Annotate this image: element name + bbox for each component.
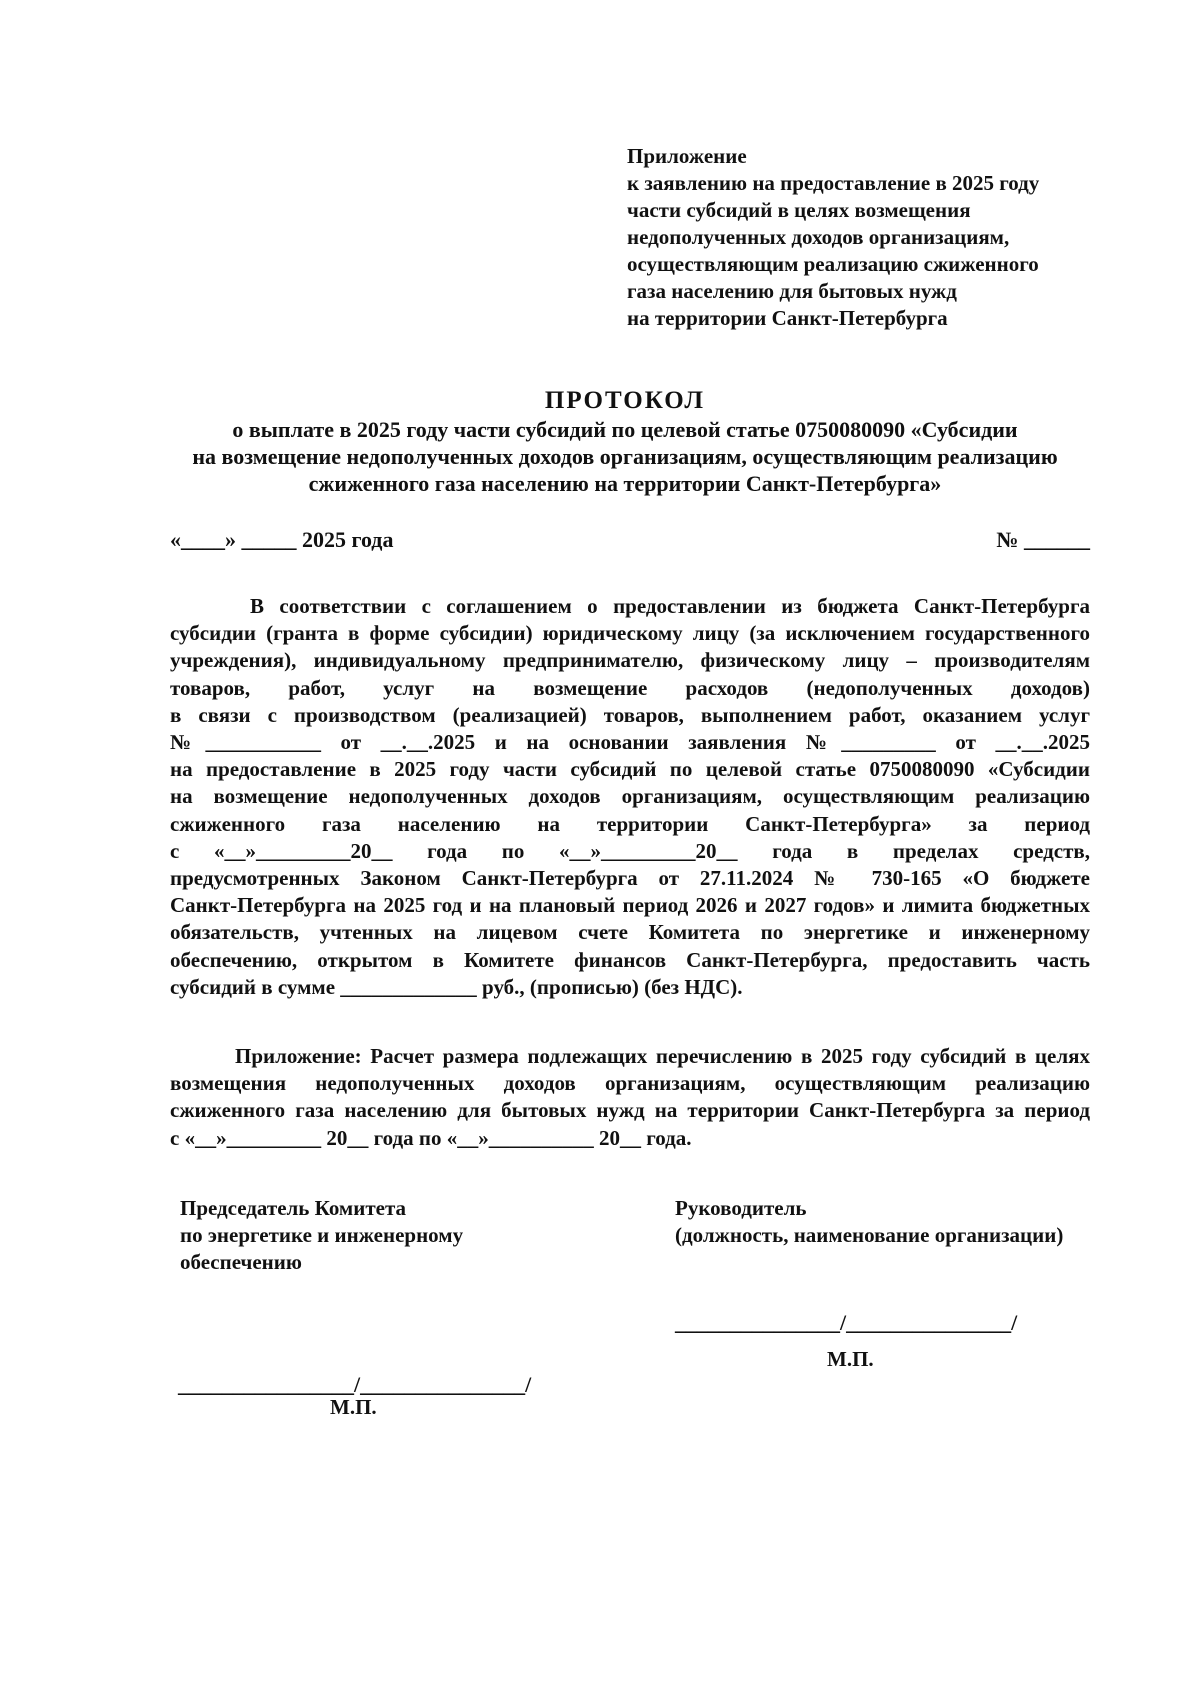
title-line: о выплате в 2025 году части субсидий по целевой статье 0750080090 «Субсидии <box>232 417 1018 442</box>
signatory-line: (должность, наименование организации) <box>675 1223 1064 1247</box>
paragraph-line: предусмотренных Законом Санкт-Петербурга от 27.11.2024 № 730-165 «О бюджете <box>170 866 1090 891</box>
paragraph-line: на предоставление в 2025 году части субсидий по целевой статье 0750080090 «Субсидии <box>170 757 1090 782</box>
appendix-line: газа населению для бытовых нужд <box>627 279 957 303</box>
stamp-place-right: М.П. <box>827 1347 874 1371</box>
paragraph-line: с «__»_________ 20__ года по «__»__________ 20__ года. <box>170 1125 692 1150</box>
signatory-organization <box>675 1195 1115 1249</box>
paragraph-line: обязательств, учтенных на лицевом счете Комитета по энергетике и инженерному <box>170 920 1090 945</box>
title-main: ПРОТОКОЛ <box>544 387 706 414</box>
paragraph-line: на возмещение недополученных доходов организациям, осуществляющим реализацию <box>170 784 1090 809</box>
appendix-header <box>627 143 1107 332</box>
paragraph-line: с «__»_________20__ года по «__»_________20__ года в пределах средств, <box>170 838 1090 863</box>
paragraph-line: обеспечению, открытом в Комитете финансов Санкт-Петербурга, предоставить часть <box>170 947 1090 972</box>
paragraph-line: учреждения), индивидуальному предпринимателю, физическому лицу – производителям <box>170 648 1090 673</box>
appendix-line: на территории Санкт-Петербурга <box>627 306 948 330</box>
signatory-line: Председатель Комитета <box>180 1196 407 1220</box>
main-paragraph <box>170 593 1090 1001</box>
attachment-paragraph <box>170 1043 1090 1152</box>
paragraph-line: №___________ от __.__.2025 и на основании заявления №_________ от __.__.2025 <box>170 730 1090 755</box>
date-number-line <box>170 527 1090 557</box>
paragraph-line: возмещения недополученных доходов организациям, осуществляющим реализацию <box>170 1071 1090 1096</box>
signatory-line: по энергетике и инженерному <box>180 1223 464 1247</box>
appendix-line: Приложение <box>627 144 747 168</box>
signatory-committee <box>180 1195 600 1276</box>
paragraph-line: субсидий в сумме _____________ руб., (прописью) (без НДС). <box>170 974 743 999</box>
protocol-date: «____» _____ 2025 года <box>170 527 394 552</box>
paragraph-line: субсидии (гранта в форме субсидии) юридическому лицу (за исключением государственного <box>170 621 1090 646</box>
paragraph-line: сжиженного газа населению на территории Санкт-Петербурга» за период <box>170 811 1090 836</box>
appendix-line: осуществляющим реализацию сжиженного <box>627 252 1039 276</box>
appendix-line: к заявлению на предоставление в 2025 году <box>627 171 1040 195</box>
protocol-number: № ______ <box>996 527 1090 552</box>
document-title <box>150 386 1100 497</box>
stamp-place-left: М.П. <box>330 1395 377 1419</box>
title-line: сжиженного газа населению на территории Санкт-Петербурга» <box>308 471 942 496</box>
signatory-line: Руководитель <box>675 1196 807 1220</box>
signature-line-left: ________________/_______________/ <box>178 1372 532 1397</box>
paragraph-line: В соответствии с соглашением о предоставлении из бюджета Санкт-Петербурга <box>250 594 1090 618</box>
signatory-line: обеспечению <box>180 1250 302 1274</box>
paragraph-line: сжиженного газа населению для бытовых нужд на территории Санкт-Петербурга за период <box>170 1098 1090 1123</box>
appendix-line: недополученных доходов организациям, <box>627 225 1010 249</box>
paragraph-line: товаров, работ, услуг на возмещение расходов (недополученных доходов) <box>170 675 1090 700</box>
signature-line-right: _______________/_______________/ <box>675 1310 1018 1335</box>
paragraph-line: Приложение: Расчет размера подлежащих перечислению в 2025 году субсидий в целях <box>235 1044 1090 1068</box>
appendix-line: части субсидий в целях возмещения <box>627 198 971 222</box>
paragraph-line: Санкт-Петербурга на 2025 год и на плановый период 2026 и 2027 годов» и лимита бюджетных <box>170 893 1090 918</box>
paragraph-line: в связи с производством (реализацией) товаров, выполнением работ, оказанием услуг <box>170 702 1090 727</box>
title-line: на возмещение недополученных доходов организациям, осуществляющим реализацию <box>192 444 1058 469</box>
